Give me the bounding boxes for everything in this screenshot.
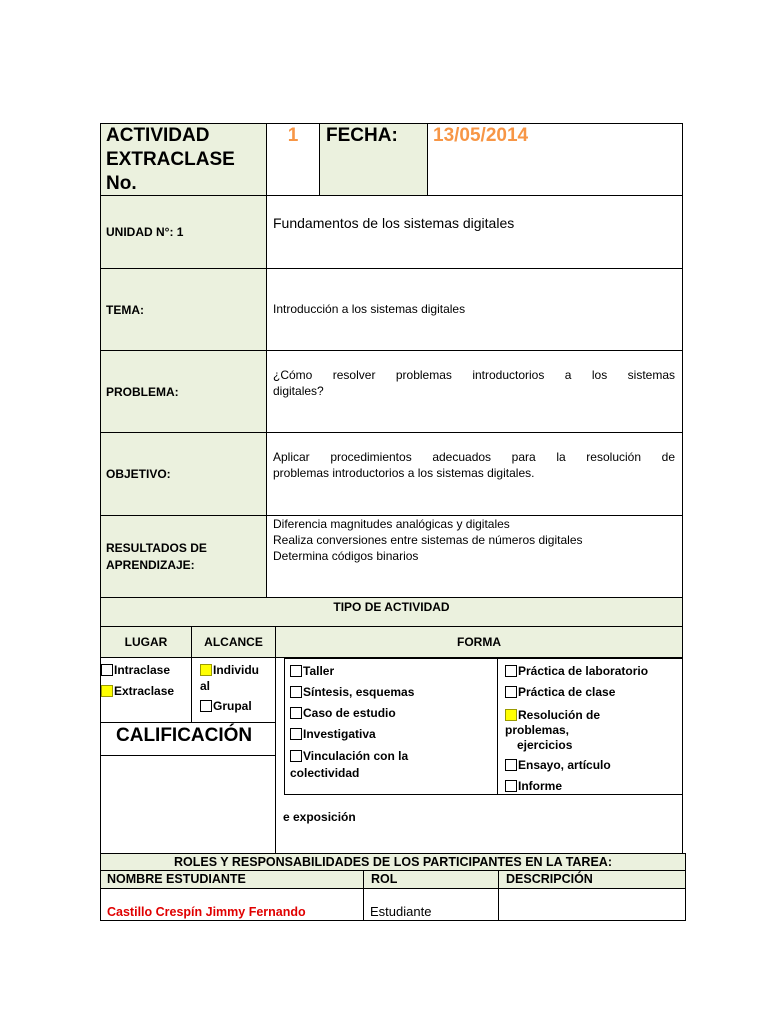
resultado-item: Realiza conversiones entre sistemas de números digitales [273,533,583,547]
forma-options-divider [497,658,498,795]
forma-option-taller[interactable] [290,664,414,685]
problema-value [273,367,675,399]
checkbox-practica-clase[interactable] [505,686,517,698]
forma-caso-label: Caso de estudio [303,706,396,720]
forma-right-options [505,664,648,800]
forma-clase-label: Práctica de clase [518,685,616,699]
alcance-grupal-label: Grupal [213,699,252,713]
tema-value: Introducción a los sistemas digitales [273,302,466,316]
roles-title-cell [100,853,686,871]
objetivo-line-2: problemas introductorios a los sistemas digitales. [273,466,535,480]
resultados-label-line-2: APRENDIZAJE: [106,558,195,572]
student-role: Estudiante [370,904,432,919]
date-label: FECHA: [326,125,398,146]
roles-header-rol: ROL [371,872,398,886]
checkbox-caso-estudio[interactable] [290,707,302,719]
activity-label [106,124,266,196]
resultados-list [273,516,583,564]
student-description-cell [498,888,686,921]
checkbox-investigativa[interactable] [290,728,302,740]
objetivo-line-1: Aplicar procedimientos adecuados para la resolución de [273,450,675,464]
checkbox-intraclase[interactable] [101,664,113,676]
forma-option-sintesis[interactable] [290,685,414,706]
forma-investigativa-label: Investigativa [303,727,376,741]
student-name: Castillo Crespín Jimmy Fernando [107,905,306,919]
resultados-label-line-1: RESULTADOS DE [106,541,207,555]
forma-resolucion-line-1: Resolución de [518,708,601,722]
lugar-option-intraclase[interactable] [101,663,170,677]
unidad-label: UNIDAD N°: 1 [106,225,184,239]
forma-option-investigativa[interactable] [290,727,414,748]
alcance-option-grupal[interactable] [200,699,252,713]
checkbox-informe[interactable] [505,780,517,792]
forma-header-cell [275,626,683,658]
lugar-extraclase-label: Extraclase [114,684,175,698]
tipo-title-cell [100,597,683,627]
resultados-label [106,540,207,574]
lugar-alcance-divider [191,657,192,723]
lugar-header: LUGAR [124,635,168,649]
checkbox-grupal[interactable] [200,700,212,712]
tema-label: TEMA: [106,303,144,317]
forma-option-ensayo[interactable] [505,758,648,779]
calificacion-bottom-line [100,755,276,756]
checkbox-taller[interactable] [290,665,302,677]
forma-option-practica-laboratorio[interactable] [505,664,648,685]
activity-label-text: ACTIVIDAD EXTRACLASE No. [106,125,235,194]
objetivo-value [273,449,675,481]
alcance-individual-line-1: Individu [213,663,259,677]
date-value: 13/05/2014 [433,125,529,146]
calificacion-label: CALIFICACIÓN [116,725,253,746]
alcance-header: ALCANCE [204,635,263,649]
forma-informe-label: Informe [518,779,563,793]
checkbox-individual[interactable] [200,664,212,676]
checkbox-vinculacion[interactable] [290,750,302,762]
forma-resolucion-line-2: problemas, [505,723,570,737]
checkbox-ensayo[interactable] [505,759,517,771]
roles-header-descripcion-cell [498,870,686,889]
alcance-header-cell [191,626,276,658]
tipo-title: TIPO DE ACTIVIDAD [333,600,450,614]
roles-header-descripcion: DESCRIPCIÓN [506,872,593,886]
forma-option-practica-clase[interactable] [505,685,648,706]
forma-option-caso-estudio[interactable] [290,706,414,727]
checkbox-resolucion[interactable] [505,709,517,721]
resultado-item: Determina códigos binarios [273,549,419,563]
forma-vinculacion-line-1: Vinculación con la [303,749,409,763]
forma-option-vinculacion[interactable] [290,748,414,782]
activity-number: 1 [287,125,299,146]
exposicion-cell [276,794,683,854]
alcance-option-individual[interactable] [200,662,259,694]
lugar-option-extraclase[interactable] [101,684,174,698]
problema-label: PROBLEMA: [106,385,179,399]
exposicion-label: e exposición [283,810,356,824]
roles-header-nombre-cell [100,870,364,889]
roles-header-rol-cell [363,870,499,889]
forma-sintesis-label: Síntesis, esquemas [303,685,415,699]
forma-resolucion-line-3: ejercicios [517,738,573,752]
resultado-item: Diferencia magnitudes analógicas y digitales [273,517,510,531]
objetivo-label: OBJETIVO: [106,467,171,481]
checkbox-extraclase[interactable] [101,685,113,697]
unidad-value-cell [266,195,683,269]
problema-line-1: ¿Cómo resolver problemas introductorios a los sistemas [273,368,675,382]
checkbox-sintesis[interactable] [290,686,302,698]
forma-vinculacion-line-2: colectividad [290,766,360,780]
calificacion-top-line [100,722,276,723]
forma-ensayo-label: Ensayo, artículo [518,758,611,772]
alcance-individual-line-2: al [200,679,211,693]
forma-taller-label: Taller [303,664,335,678]
forma-header: FORMA [457,635,501,649]
problema-line-2: digitales? [273,384,324,398]
lugar-intraclase-label: Intraclase [114,663,171,677]
checkbox-practica-laboratorio[interactable] [505,665,517,677]
lugar-header-cell [100,626,192,658]
roles-title: ROLES Y RESPONSABILIDADES DE LOS PARTICIPANTES EN LA TAREA: [173,855,612,869]
forma-option-resolucion[interactable] [505,706,648,758]
forma-lab-label: Práctica de laboratorio [518,664,649,678]
unidad-value: Fundamentos de los sistemas digitales [273,215,515,231]
forma-left-options [290,664,414,782]
roles-header-nombre: NOMBRE ESTUDIANTE [107,872,246,886]
